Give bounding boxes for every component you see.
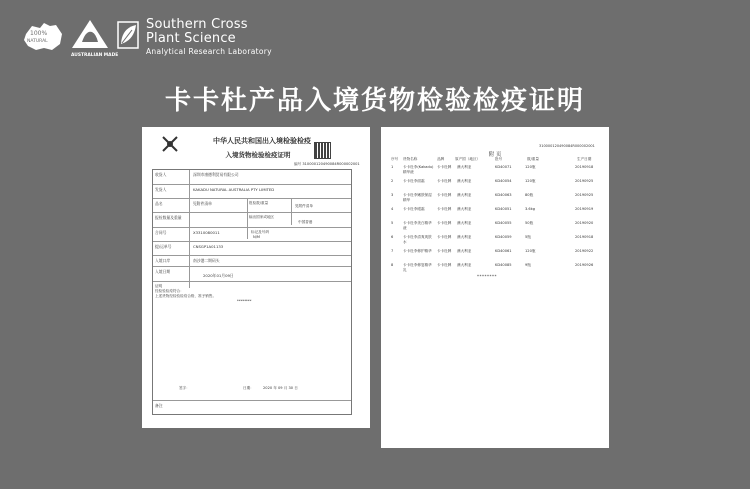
cell-brand: 卡卡杜牌 xyxy=(437,193,452,197)
cell-qty: 50瓶 xyxy=(525,221,534,225)
inspection-emblem-icon xyxy=(160,134,180,154)
brand-line-1: Southern Cross xyxy=(146,17,248,32)
row-value: 深圳市康德利贸易有限公司 xyxy=(193,172,239,177)
row-key: 提/运单号 xyxy=(155,244,172,249)
qr-code-icon xyxy=(314,142,331,159)
form-row xyxy=(153,267,351,282)
date-value: 2020 年 09 月 30 日 xyxy=(263,386,298,390)
row-extra-value: N/M xyxy=(253,235,260,239)
remarks-line-1: 经检验检疫符合： xyxy=(155,289,184,293)
cell-seq: 5 xyxy=(391,221,394,225)
row-value: 南沙港二期码头 xyxy=(193,258,220,263)
svg-text:100%: 100% xyxy=(30,30,48,37)
attachment-title: 附 页 xyxy=(488,152,502,158)
cell-seq: 1 xyxy=(391,165,394,169)
cell-date: 20190926 xyxy=(575,263,594,267)
table-row xyxy=(389,179,601,193)
cell-qty: 9瓶 xyxy=(525,263,531,267)
row-key: 报检数量及重量 xyxy=(155,215,182,220)
col-header: 数/重量 xyxy=(527,157,539,161)
col-header: 批号 xyxy=(495,157,503,161)
table-row xyxy=(389,221,601,235)
row-key: 发货人 xyxy=(155,187,167,192)
cell-name: 卡卡杜李修复精华乳 xyxy=(403,263,432,272)
cell-seq: 7 xyxy=(391,249,394,253)
cell-date: 20190918 xyxy=(575,235,594,239)
col-header: 货物名称 xyxy=(403,157,418,161)
cell-batch: KD40054 xyxy=(495,179,512,183)
certificate-page xyxy=(142,127,370,428)
row-extra-value: 中国香港 xyxy=(298,220,313,224)
column-divider xyxy=(247,198,248,239)
cell-name: 卡卡杜李面霜 xyxy=(403,179,425,183)
certificate-number xyxy=(294,162,360,167)
cell-origin: 澳大利亚 xyxy=(457,235,472,239)
cell-seq: 6 xyxy=(391,235,394,239)
cell-name: 卡卡杜李修护精华 xyxy=(403,249,432,253)
cell-name: 卡卡杜李美白精华液 xyxy=(403,221,432,230)
attachment-stars: ******** xyxy=(477,274,497,279)
table-row xyxy=(389,235,601,249)
page-title: 卡卡杜产品入境货物检验检疫证明 xyxy=(164,86,585,116)
cell-batch: KD40051 xyxy=(495,207,512,211)
cell-date: 20190918 xyxy=(575,165,594,169)
row-extra-label: 报检数/重量 xyxy=(249,201,269,205)
australia-natural-badge-icon xyxy=(22,20,64,56)
number-value: 310000120490084R000002001 xyxy=(302,162,360,166)
signature-label: 签字： xyxy=(179,386,190,390)
attachment-number: 310000120490084R000002001 xyxy=(539,144,595,148)
row-key: 入境日期 xyxy=(155,269,171,274)
form-row xyxy=(153,185,351,199)
row-key: 合同号 xyxy=(155,230,167,235)
cell-qty: 3.6kg xyxy=(525,207,536,211)
row-extra-value: 见附件清单 xyxy=(295,204,313,208)
table-row xyxy=(389,249,601,263)
row-value: CNSGP1A01133 xyxy=(193,244,224,249)
form-row xyxy=(153,213,351,228)
svg-text:AUSTRALIAN MADE: AUSTRALIAN MADE xyxy=(71,53,119,58)
cell-origin: 澳大利亚 xyxy=(457,263,472,267)
form-row xyxy=(153,228,351,242)
form-row xyxy=(153,199,351,213)
cell-name: 卡卡杜李清爽爽肤水 xyxy=(403,235,432,244)
form-row xyxy=(153,170,351,185)
row-value: X3310080011 xyxy=(193,230,220,235)
remarks-section xyxy=(153,282,351,401)
cell-qty: 120瓶 xyxy=(525,165,536,169)
row-value: 2020年01月09日 xyxy=(203,273,234,278)
column-divider xyxy=(291,198,292,225)
cell-origin: 澳大利亚 xyxy=(457,249,472,253)
cell-qty: 80瓶 xyxy=(525,193,534,197)
form-row xyxy=(153,256,351,267)
table-row xyxy=(389,165,601,179)
row-value: 见附件清单 xyxy=(193,201,212,206)
cell-qty: 5瓶 xyxy=(525,235,531,239)
row-key: 入境口岸 xyxy=(155,258,171,263)
cell-brand: 卡卡杜牌 xyxy=(437,179,452,183)
attachment-page xyxy=(381,127,609,448)
certificate-header-2: 入境货物检验检疫证明 xyxy=(225,151,291,159)
row-extra-label: 标记及号码 xyxy=(251,230,269,234)
remarks-label: 证明 xyxy=(155,284,163,288)
cell-seq: 3 xyxy=(391,193,394,197)
certificate-form xyxy=(152,169,352,415)
row-extra-label: 输出国家或地区 xyxy=(249,215,275,219)
cell-seq: 8 xyxy=(391,263,394,267)
row-key: 收货人 xyxy=(155,172,167,177)
svg-text:NATURAL: NATURAL xyxy=(27,39,48,44)
cell-date: 20190920 xyxy=(575,221,594,225)
row-key: 品名 xyxy=(155,201,163,206)
cell-seq: 4 xyxy=(391,207,394,211)
southern-cross-leaf-icon xyxy=(116,20,140,50)
cell-batch: KD40061 xyxy=(495,249,512,253)
column-divider xyxy=(189,170,190,288)
cell-date: 20190925 xyxy=(575,193,594,197)
cell-batch: KD40063 xyxy=(495,193,512,197)
cell-brand: 卡卡杜牌 xyxy=(437,235,452,239)
cell-date: 20190922 xyxy=(575,249,594,253)
note-label: 备注 xyxy=(155,403,163,408)
cell-batch: KD40071 xyxy=(495,165,512,169)
australian-made-icon xyxy=(70,18,119,58)
cell-date: 20190919 xyxy=(575,207,594,211)
cell-brand: 卡卡杜牌 xyxy=(437,221,452,225)
logo-bar xyxy=(22,18,282,58)
certificate-header-1: 中华人民共和国出入境检验检疫 xyxy=(213,137,311,145)
col-header: 生产日期 xyxy=(577,157,592,161)
cell-origin: 澳大利亚 xyxy=(457,221,472,225)
form-row xyxy=(153,242,351,256)
cell-origin: 澳大利亚 xyxy=(457,165,472,169)
brand-line-3: Analytical Research Laboratory xyxy=(146,47,272,56)
number-label: 编号 xyxy=(294,162,302,166)
row-value: KAKADU NATURAL AUSTRALIA PTY LIMITED xyxy=(193,187,275,192)
cell-qty: 120瓶 xyxy=(525,179,536,183)
cell-origin: 澳大利亚 xyxy=(457,193,472,197)
cell-brand: 卡卡杜牌 xyxy=(437,249,452,253)
col-header: 序号 xyxy=(391,157,399,161)
remarks-line-2: 上述货物经检验检疫合格，准予销售。 xyxy=(155,294,217,298)
cell-name: 卡卡杜李(Kakadu)精华液 xyxy=(403,165,434,174)
cell-name: 卡卡杜李嫩肤保湿精华 xyxy=(403,193,432,202)
note-row xyxy=(153,401,351,414)
table-row xyxy=(389,193,601,207)
cell-batch: KD40059 xyxy=(495,235,512,239)
cell-batch: KD40085 xyxy=(495,263,512,267)
col-header: 原产国（地区） xyxy=(455,157,481,161)
cell-brand: 卡卡杜牌 xyxy=(437,207,452,211)
cell-seq: 2 xyxy=(391,179,394,183)
table-row xyxy=(389,207,601,221)
cell-batch: KD40055 xyxy=(495,221,512,225)
cell-origin: 澳大利亚 xyxy=(457,179,472,183)
cell-qty: 120瓶 xyxy=(525,249,536,253)
remarks-stars: ******** xyxy=(237,299,252,303)
brand-line-2: Plant Science xyxy=(146,31,236,46)
cell-brand: 卡卡杜牌 xyxy=(437,165,452,169)
cell-brand: 卡卡杜牌 xyxy=(437,263,452,267)
col-header: 品牌 xyxy=(437,157,445,161)
cell-date: 20190925 xyxy=(575,179,594,183)
cell-origin: 澳大利亚 xyxy=(457,207,472,211)
date-label: 日期： xyxy=(243,386,254,390)
cell-name: 卡卡杜李眼霜 xyxy=(403,207,425,211)
brand-wordmark xyxy=(146,18,272,57)
